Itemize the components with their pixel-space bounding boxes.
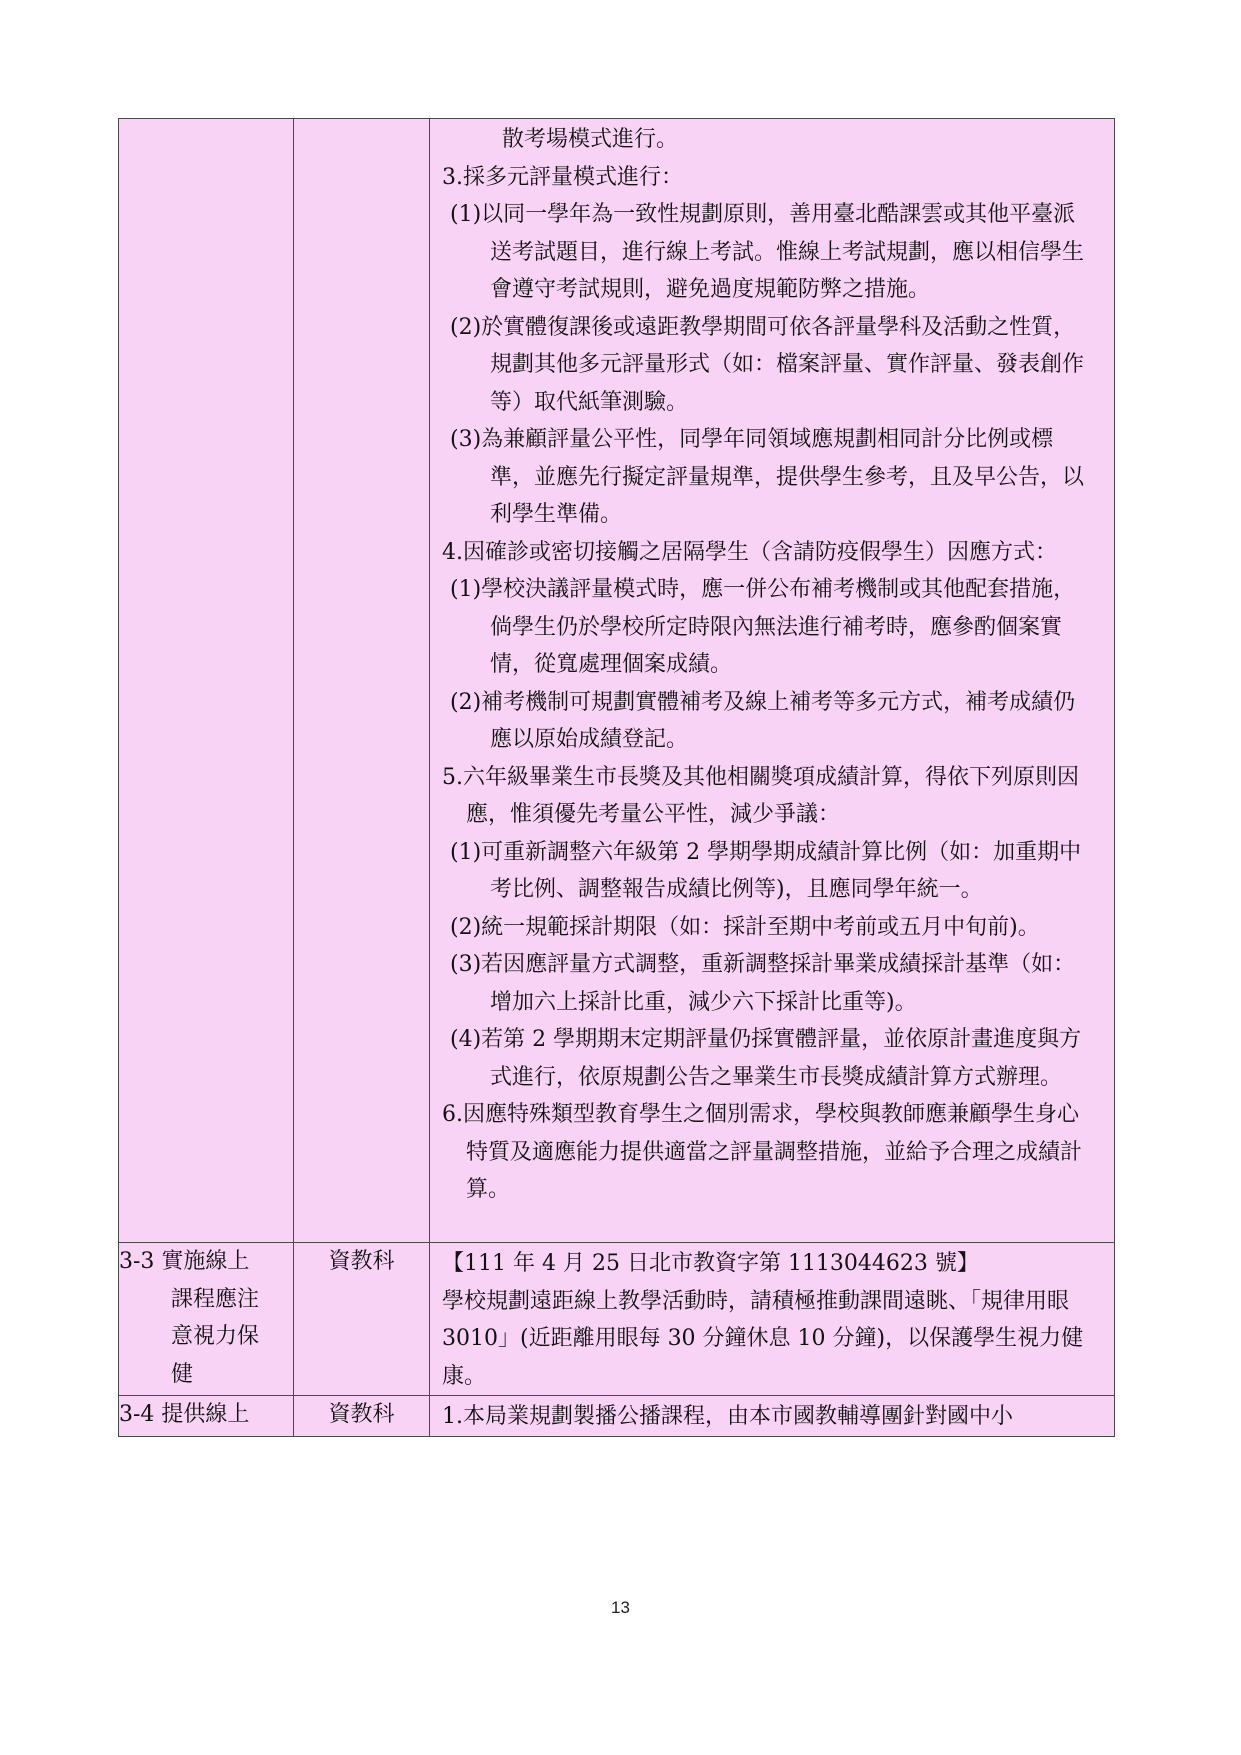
unit-cell [294, 1243, 430, 1396]
content-paragraph: (1)學校決議評量模式時，應一併公布補考機制或其他配套措施，倘學生仍於學校所定時限內無法進行補考時，應參酌個案實情，從寬處理個案成績。 [450, 577, 1076, 677]
content-cell [430, 1243, 1115, 1396]
item-heading [119, 1243, 293, 1393]
content-body [430, 119, 1114, 1209]
content-paragraph: (2)補考機制可規劃實體補考及線上補考等多元方式，補考成績仍應以原始成績登記。 [450, 689, 1076, 752]
content-paragraph: (4)若第 2 學期期末定期評量仍採實體評量，並依原計畫進度與方式進行，依原規劃公告之畢業生市長獎成績計算方式辦理。 [450, 1027, 1082, 1090]
item-heading [119, 1396, 293, 1434]
page-number: 13 [611, 1598, 630, 1617]
content-paragraph: 4.因確診或密切接觸之居隔學生（含請防疫假學生）因應方式： [442, 539, 1057, 565]
unit-cell [294, 1396, 430, 1437]
item-heading-line: 3-3 實施線上 [119, 1249, 250, 1274]
item-heading-line: 課程應注 [171, 1286, 260, 1312]
content-paragraph: 5.六年級畢業生市長獎及其他相關獎項成績計算，得依下列原則因應，惟須優先考量公平性，減少爭議： [442, 764, 1079, 827]
content-paragraph: (2)統一規範採計期限（如：採計至期中考前或五月中旬前)。 [450, 914, 1040, 940]
content-paragraph: 【111 年 4 月 25 日北市教資字第 1113044623 號】 [442, 1251, 979, 1276]
content-paragraph: (3)為兼顧評量公平性，同學年同領域應規劃相同計分比例或標準，並應先行擬定評量規準，提供學生參考，且及早公告，以利學生準備。 [450, 427, 1085, 527]
unit-cell [294, 119, 430, 1243]
content-body [430, 1243, 1114, 1395]
table-row [119, 119, 1115, 1243]
table-row [119, 1243, 1115, 1396]
item-heading-cell [119, 1396, 294, 1437]
responsible-unit: 資教科 [328, 1402, 395, 1427]
item-heading-line: 健 [171, 1361, 194, 1387]
content-paragraph: 1.本局業規劃製播公播課程，由本市國教輔導團針對國中小 [442, 1404, 1013, 1429]
content-paragraph: (1)可重新調整六年級第 2 學期學期成績計算比例（如：加重期中考比例、調整報告成績比例等)，且應同學年統一。 [450, 839, 1082, 902]
document-table [118, 118, 1115, 1437]
item-heading-line: 意視力保 [171, 1324, 260, 1349]
item-heading-line: 3-4 提供線上 [119, 1402, 250, 1427]
content-paragraph: (1)以同一學年為一致性規劃原則，善用臺北酷課雲或其他平臺派送考試題目，進行線上考試。惟線上考試規劃，應以相信學生會遵守考試規則，避免過度規範防弊之措施。 [450, 202, 1085, 302]
responsible-unit: 資教科 [328, 1249, 395, 1274]
content-paragraph: 散考場模式進行。 [502, 127, 679, 152]
content-paragraph: 6.因應特殊類型教育學生之個別需求，學校與教師應兼顧學生身心特質及適應能力提供適當之評量調整措施，並給予合理之成績計算。 [442, 1102, 1083, 1202]
content-body [430, 1396, 1114, 1436]
content-cell [430, 119, 1115, 1243]
content-paragraph: 3.採多元評量模式進行： [442, 164, 683, 190]
item-heading-cell [119, 1243, 294, 1396]
content-paragraph: (3)若因應評量方式調整，重新調整採計畢業成績採計基準（如：增加六上採計比重，減少六下採計比重等)。 [450, 952, 1076, 1015]
content-paragraph: 學校規劃遠距線上教學活動時，請積極推動課間遠眺、「規律用眼 3010」(近距離用眼每 30 分鐘休息 10 分鐘)，以保護學生視力健康。 [442, 1288, 1084, 1389]
content-cell [430, 1396, 1115, 1437]
item-heading-cell [119, 119, 294, 1243]
content-paragraph: (2)於實體復課後或遠距教學期間可依各評量學科及活動之性質，規劃其他多元評量形式（如：檔案評量、實作評量、發表創作等）取代紙筆測驗。 [450, 314, 1085, 415]
table-row [119, 1396, 1115, 1437]
